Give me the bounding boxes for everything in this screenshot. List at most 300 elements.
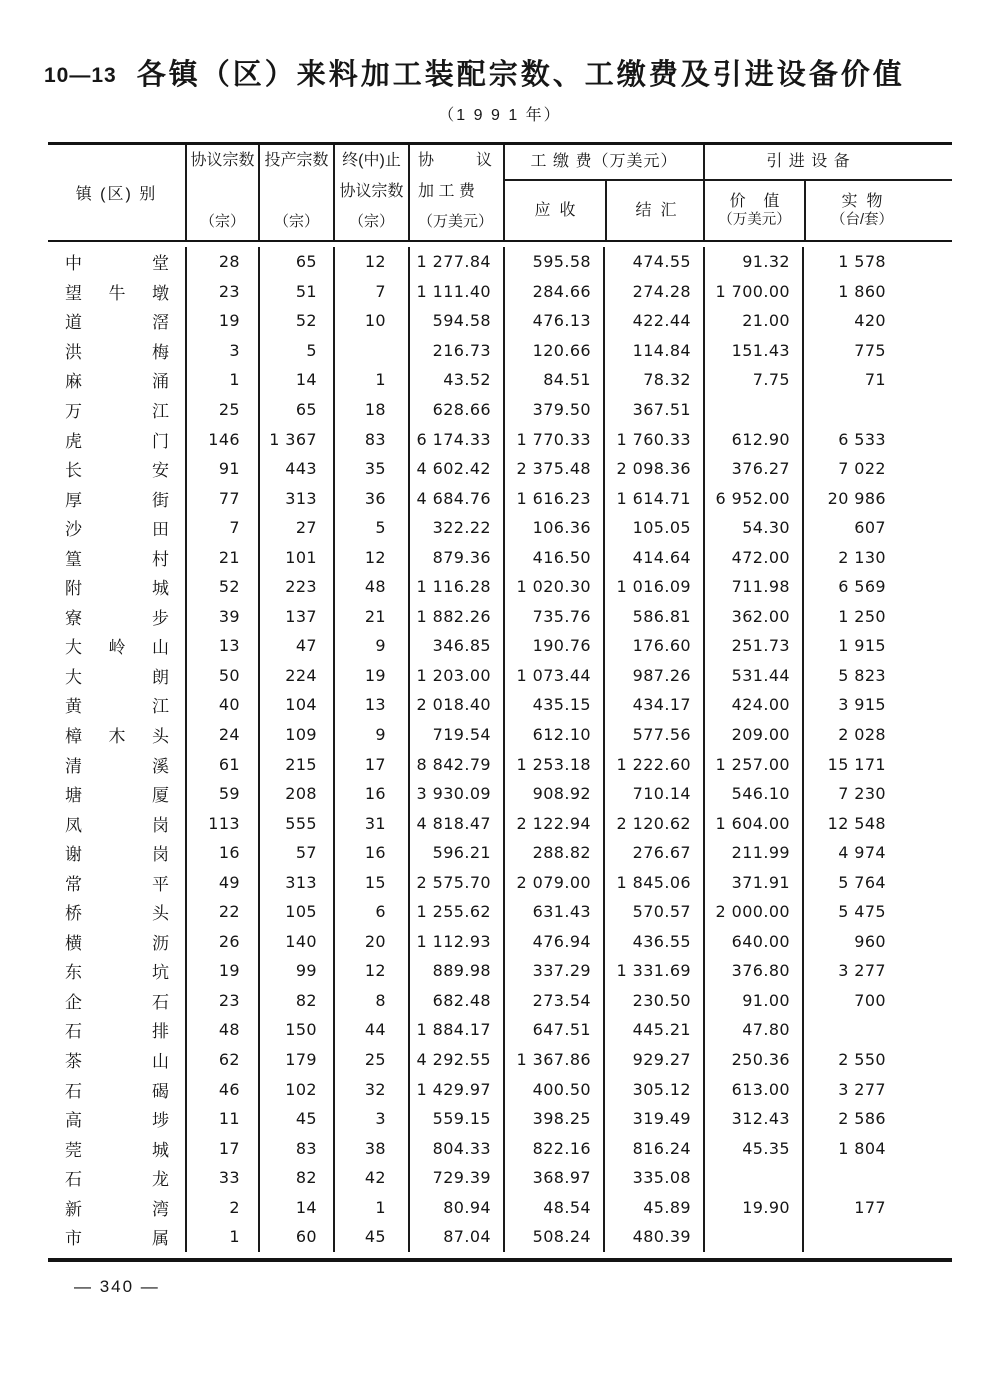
cell-receivable: 1 770.33 xyxy=(503,424,603,454)
cell-settled: 276.67 xyxy=(603,838,703,868)
cell-agreements: 26 xyxy=(185,927,258,957)
cell-terminated: 15 xyxy=(333,867,408,897)
cell-processing-fee: 346.85 xyxy=(408,631,503,661)
cell-agreements: 59 xyxy=(185,779,258,809)
cell-terminated: 45 xyxy=(333,1222,408,1252)
cell-town-name: 石 龙 xyxy=(65,1170,169,1190)
header-production: 投产宗数 （宗） xyxy=(258,145,333,240)
cell-agreements: 48 xyxy=(185,1015,258,1045)
cell-production: 1 367 xyxy=(258,424,333,454)
cell-receivable: 908.92 xyxy=(503,779,603,809)
cell-town-name: 谢 岗 xyxy=(65,845,169,865)
cell-equipment-value: 209.00 xyxy=(703,720,802,750)
cell-receivable: 2 375.48 xyxy=(503,454,603,484)
cell-processing-fee: 628.66 xyxy=(408,395,503,425)
cell-agreements: 19 xyxy=(185,956,258,986)
cell-agreements: 25 xyxy=(185,395,258,425)
cell-production: 443 xyxy=(258,454,333,484)
cell-equipment-units: 1 915 xyxy=(802,631,952,661)
cell-settled: 105.05 xyxy=(603,513,703,543)
cell-settled: 422.44 xyxy=(603,306,703,336)
cell-equipment-value: 47.80 xyxy=(703,1015,802,1045)
cell-receivable: 48.54 xyxy=(503,1193,603,1223)
cell-receivable: 120.66 xyxy=(503,336,603,366)
header-group-labor-fee xyxy=(503,145,703,240)
cell-production: 60 xyxy=(258,1222,333,1252)
cell-town-name: 寮 步 xyxy=(65,608,169,628)
cell-processing-fee: 3 930.09 xyxy=(408,779,503,809)
cell-settled: 2 098.36 xyxy=(603,454,703,484)
header-settled: 结 汇 xyxy=(605,181,705,240)
header-processing-fee: 协 议 加 工 费 （万美元） xyxy=(408,145,503,240)
cell-receivable: 822.16 xyxy=(503,1133,603,1163)
header-terminated: 终(中)止 协议宗数 （宗） xyxy=(333,145,408,240)
cell-town-name: 长 安 xyxy=(65,461,169,481)
cell-terminated: 35 xyxy=(333,454,408,484)
cell-equipment-value: 91.00 xyxy=(703,986,802,1016)
cell-equipment-units: 6 569 xyxy=(802,572,952,602)
cell-settled: 176.60 xyxy=(603,631,703,661)
cell-terminated: 44 xyxy=(333,1015,408,1045)
cell-terminated: 12 xyxy=(333,956,408,986)
cell-terminated: 1 xyxy=(333,365,408,395)
cell-equipment-units xyxy=(802,1222,952,1252)
cell-equipment-value: 6 952.00 xyxy=(703,483,802,513)
table-row xyxy=(48,306,952,336)
table-row xyxy=(48,808,952,838)
cell-equipment-value: 151.43 xyxy=(703,336,802,366)
cell-settled: 1 760.33 xyxy=(603,424,703,454)
cell-production: 104 xyxy=(258,690,333,720)
page-subtitle: （1 9 9 1 年） xyxy=(438,107,562,124)
cell-town-name: 桥 头 xyxy=(65,904,169,924)
cell-equipment-value: 376.80 xyxy=(703,956,802,986)
cell-town-name: 樟 木 头 xyxy=(65,727,169,747)
page-title: 各镇（区）来料加工装配宗数、工缴费及引进设备价值 xyxy=(136,59,905,91)
cell-production: 83 xyxy=(258,1133,333,1163)
cell-settled: 816.24 xyxy=(603,1133,703,1163)
title-line xyxy=(0,0,1000,93)
cell-equipment-value: 1 700.00 xyxy=(703,277,802,307)
cell-agreements: 52 xyxy=(185,572,258,602)
cell-town-name: 企 石 xyxy=(65,992,169,1012)
cell-receivable: 379.50 xyxy=(503,395,603,425)
cell-agreements: 49 xyxy=(185,867,258,897)
cell-town-name: 市 属 xyxy=(65,1229,169,1249)
cell-receivable: 2 122.94 xyxy=(503,808,603,838)
cell-terminated: 36 xyxy=(333,483,408,513)
cell-production: 45 xyxy=(258,1104,333,1134)
cell-terminated: 42 xyxy=(333,1163,408,1193)
cell-production: 208 xyxy=(258,779,333,809)
cell-town-name: 清 溪 xyxy=(65,756,169,776)
cell-terminated xyxy=(333,336,408,366)
cell-production: 14 xyxy=(258,1193,333,1223)
cell-terminated: 6 xyxy=(333,897,408,927)
cell-agreements: 113 xyxy=(185,808,258,838)
cell-terminated: 9 xyxy=(333,631,408,661)
cell-production: 105 xyxy=(258,897,333,927)
cell-receivable: 416.50 xyxy=(503,542,603,572)
cell-settled: 274.28 xyxy=(603,277,703,307)
cell-agreements: 19 xyxy=(185,306,258,336)
table-row xyxy=(48,838,952,868)
cell-processing-fee: 682.48 xyxy=(408,986,503,1016)
table-row xyxy=(48,867,952,897)
cell-receivable: 337.29 xyxy=(503,956,603,986)
cell-settled: 474.55 xyxy=(603,247,703,277)
cell-agreements: 28 xyxy=(185,247,258,277)
cell-town-name: 道 滘 xyxy=(65,313,169,333)
table-row xyxy=(48,897,952,927)
cell-terminated: 17 xyxy=(333,749,408,779)
cell-receivable: 595.58 xyxy=(503,247,603,277)
cell-equipment-value: 1 604.00 xyxy=(703,808,802,838)
table-row xyxy=(48,986,952,1016)
cell-settled: 114.84 xyxy=(603,336,703,366)
cell-town-name: 麻 涌 xyxy=(65,372,169,392)
cell-production: 52 xyxy=(258,306,333,336)
cell-settled: 710.14 xyxy=(603,779,703,809)
cell-processing-fee: 559.15 xyxy=(408,1104,503,1134)
cell-processing-fee: 1 116.28 xyxy=(408,572,503,602)
header-group-equipment xyxy=(703,145,952,240)
cell-processing-fee: 216.73 xyxy=(408,336,503,366)
table-row xyxy=(48,602,952,632)
cell-agreements: 91 xyxy=(185,454,258,484)
cell-equipment-value: 613.00 xyxy=(703,1074,802,1104)
cell-settled: 78.32 xyxy=(603,365,703,395)
table-row xyxy=(48,661,952,691)
cell-production: 224 xyxy=(258,661,333,691)
cell-receivable: 435.15 xyxy=(503,690,603,720)
cell-equipment-units: 12 548 xyxy=(802,808,952,838)
cell-equipment-units: 20 986 xyxy=(802,483,952,513)
cell-processing-fee: 2 575.70 xyxy=(408,867,503,897)
cell-production: 65 xyxy=(258,395,333,425)
cell-equipment-units: 2 550 xyxy=(802,1045,952,1075)
cell-production: 101 xyxy=(258,542,333,572)
cell-receivable: 476.94 xyxy=(503,927,603,957)
cell-town-name: 沙 田 xyxy=(65,520,169,540)
table-row xyxy=(48,631,952,661)
cell-equipment-value: 21.00 xyxy=(703,306,802,336)
cell-terminated: 19 xyxy=(333,661,408,691)
table-row xyxy=(48,365,952,395)
cell-processing-fee: 8 842.79 xyxy=(408,749,503,779)
cell-terminated: 8 xyxy=(333,986,408,1016)
cell-processing-fee: 6 174.33 xyxy=(408,424,503,454)
statistics-table xyxy=(48,142,952,1262)
cell-agreements: 7 xyxy=(185,513,258,543)
cell-equipment-units: 5 764 xyxy=(802,867,952,897)
cell-equipment-units: 3 277 xyxy=(802,1074,952,1104)
cell-equipment-value: 250.36 xyxy=(703,1045,802,1075)
cell-receivable: 1 616.23 xyxy=(503,483,603,513)
header-agreements: 协议宗数 （宗） xyxy=(185,145,258,240)
cell-processing-fee: 1 277.84 xyxy=(408,247,503,277)
cell-settled: 577.56 xyxy=(603,720,703,750)
table-number: 10—13 xyxy=(44,64,117,87)
cell-agreements: 61 xyxy=(185,749,258,779)
cell-settled: 1 016.09 xyxy=(603,572,703,602)
cell-town-name: 厚 街 xyxy=(65,490,169,510)
cell-receivable: 631.43 xyxy=(503,897,603,927)
cell-agreements: 1 xyxy=(185,1222,258,1252)
cell-processing-fee: 4 292.55 xyxy=(408,1045,503,1075)
cell-processing-fee: 2 018.40 xyxy=(408,690,503,720)
cell-processing-fee: 87.04 xyxy=(408,1222,503,1252)
table-row xyxy=(48,927,952,957)
cell-equipment-value: 54.30 xyxy=(703,513,802,543)
header-receivable: 应 收 xyxy=(534,202,576,219)
cell-agreements: 146 xyxy=(185,424,258,454)
table-row xyxy=(48,424,952,454)
cell-equipment-units: 177 xyxy=(802,1193,952,1223)
cell-equipment-units: 1 250 xyxy=(802,602,952,632)
cell-production: 27 xyxy=(258,513,333,543)
cell-agreements: 22 xyxy=(185,897,258,927)
table-row xyxy=(48,277,952,307)
cell-production: 102 xyxy=(258,1074,333,1104)
table-row xyxy=(48,779,952,809)
table-row xyxy=(48,513,952,543)
cell-town-name: 石 排 xyxy=(65,1022,169,1042)
cell-settled: 230.50 xyxy=(603,986,703,1016)
cell-town-name: 新 湾 xyxy=(65,1199,169,1219)
cell-terminated: 9 xyxy=(333,720,408,750)
cell-settled: 987.26 xyxy=(603,661,703,691)
cell-agreements: 23 xyxy=(185,277,258,307)
cell-processing-fee: 80.94 xyxy=(408,1193,503,1223)
cell-town-name: 塘 厦 xyxy=(65,786,169,806)
cell-town-name: 黄 江 xyxy=(65,697,169,717)
cell-settled: 445.21 xyxy=(603,1015,703,1045)
cell-town-name: 大 岭 山 xyxy=(65,638,169,658)
cell-production: 99 xyxy=(258,956,333,986)
cell-town-name: 凤 岗 xyxy=(65,815,169,835)
table-row xyxy=(48,1045,952,1075)
cell-receivable: 1 020.30 xyxy=(503,572,603,602)
cell-processing-fee: 1 112.93 xyxy=(408,927,503,957)
cell-agreements: 2 xyxy=(185,1193,258,1223)
header-equipment-label: 引 进 设 备 xyxy=(705,145,952,181)
cell-town-name: 常 平 xyxy=(65,874,169,894)
cell-equipment-units: 2 028 xyxy=(802,720,952,750)
cell-processing-fee: 4 818.47 xyxy=(408,808,503,838)
cell-terminated: 1 xyxy=(333,1193,408,1223)
cell-agreements: 24 xyxy=(185,720,258,750)
cell-equipment-units: 2 130 xyxy=(802,542,952,572)
cell-town-name: 大 朗 xyxy=(65,667,169,687)
table-row xyxy=(48,1222,952,1252)
cell-equipment-units: 607 xyxy=(802,513,952,543)
cell-equipment-value: 1 257.00 xyxy=(703,749,802,779)
cell-production: 137 xyxy=(258,602,333,632)
cell-equipment-units: 3 915 xyxy=(802,690,952,720)
cell-terminated: 13 xyxy=(333,690,408,720)
cell-equipment-units: 2 586 xyxy=(802,1104,952,1134)
cell-production: 150 xyxy=(258,1015,333,1045)
cell-equipment-value: 211.99 xyxy=(703,838,802,868)
cell-equipment-value: 7.75 xyxy=(703,365,802,395)
cell-equipment-value: 19.90 xyxy=(703,1193,802,1223)
table-row xyxy=(48,1193,952,1223)
cell-terminated: 12 xyxy=(333,542,408,572)
cell-settled: 1 845.06 xyxy=(603,867,703,897)
cell-production: 313 xyxy=(258,867,333,897)
cell-town-name: 横 沥 xyxy=(65,933,169,953)
cell-processing-fee: 719.54 xyxy=(408,720,503,750)
cell-agreements: 11 xyxy=(185,1104,258,1134)
cell-production: 82 xyxy=(258,986,333,1016)
header-equipment-units: 实 物 （台/套） xyxy=(804,181,954,240)
cell-processing-fee: 879.36 xyxy=(408,542,503,572)
cell-town-name: 洪 梅 xyxy=(65,342,169,362)
cell-production: 223 xyxy=(258,572,333,602)
cell-terminated: 21 xyxy=(333,602,408,632)
cell-receivable: 400.50 xyxy=(503,1074,603,1104)
cell-terminated: 16 xyxy=(333,779,408,809)
cell-receivable: 106.36 xyxy=(503,513,603,543)
cell-equipment-units: 420 xyxy=(802,306,952,336)
cell-receivable: 288.82 xyxy=(503,838,603,868)
cell-receivable: 190.76 xyxy=(503,631,603,661)
cell-town-name: 中 堂 xyxy=(65,254,169,274)
cell-receivable: 508.24 xyxy=(503,1222,603,1252)
cell-terminated: 3 xyxy=(333,1104,408,1134)
cell-processing-fee: 594.58 xyxy=(408,306,503,336)
cell-equipment-units xyxy=(802,1015,952,1045)
cell-settled: 367.51 xyxy=(603,395,703,425)
cell-receivable: 273.54 xyxy=(503,986,603,1016)
cell-town-name: 附 城 xyxy=(65,579,169,599)
cell-equipment-units: 1 578 xyxy=(802,247,952,277)
cell-equipment-value xyxy=(703,1222,802,1252)
cell-processing-fee: 596.21 xyxy=(408,838,503,868)
cell-terminated: 10 xyxy=(333,306,408,336)
cell-equipment-value: 362.00 xyxy=(703,602,802,632)
cell-settled: 586.81 xyxy=(603,602,703,632)
cell-receivable: 84.51 xyxy=(503,365,603,395)
cell-terminated: 38 xyxy=(333,1133,408,1163)
table-row xyxy=(48,572,952,602)
table-row xyxy=(48,1074,952,1104)
cell-receivable: 1 073.44 xyxy=(503,661,603,691)
cell-agreements: 46 xyxy=(185,1074,258,1104)
cell-terminated: 20 xyxy=(333,927,408,957)
cell-processing-fee: 1 203.00 xyxy=(408,661,503,691)
cell-processing-fee: 1 111.40 xyxy=(408,277,503,307)
cell-agreements: 40 xyxy=(185,690,258,720)
table-row xyxy=(48,720,952,750)
cell-processing-fee: 1 882.26 xyxy=(408,602,503,632)
cell-town-name: 莞 城 xyxy=(65,1140,169,1160)
cell-town-name: 虎 门 xyxy=(65,431,169,451)
cell-town-name: 高 埗 xyxy=(65,1111,169,1131)
cell-equipment-units: 7 022 xyxy=(802,454,952,484)
cell-equipment-units: 15 171 xyxy=(802,749,952,779)
cell-equipment-value xyxy=(703,395,802,425)
cell-terminated: 16 xyxy=(333,838,408,868)
cell-settled: 570.57 xyxy=(603,897,703,927)
cell-receivable: 368.97 xyxy=(503,1163,603,1193)
cell-agreements: 23 xyxy=(185,986,258,1016)
cell-processing-fee: 43.52 xyxy=(408,365,503,395)
table-row xyxy=(48,247,952,277)
cell-production: 82 xyxy=(258,1163,333,1193)
cell-equipment-units: 7 230 xyxy=(802,779,952,809)
header-labor-fee-label: 工 缴 费（万美元） xyxy=(505,145,703,181)
cell-settled: 436.55 xyxy=(603,927,703,957)
cell-town-name: 茶 山 xyxy=(65,1052,169,1072)
cell-production: 14 xyxy=(258,365,333,395)
cell-terminated: 7 xyxy=(333,277,408,307)
cell-agreements: 3 xyxy=(185,336,258,366)
cell-receivable: 647.51 xyxy=(503,1015,603,1045)
cell-equipment-value: 2 000.00 xyxy=(703,897,802,927)
cell-production: 313 xyxy=(258,483,333,513)
cell-agreements: 21 xyxy=(185,542,258,572)
cell-production: 51 xyxy=(258,277,333,307)
cell-town-name: 东 坑 xyxy=(65,963,169,983)
cell-town-name: 石 碣 xyxy=(65,1081,169,1101)
cell-equipment-value: 612.90 xyxy=(703,424,802,454)
cell-settled: 1 614.71 xyxy=(603,483,703,513)
cell-equipment-value: 312.43 xyxy=(703,1104,802,1134)
cell-agreements: 17 xyxy=(185,1133,258,1163)
cell-equipment-value xyxy=(703,1163,802,1193)
cell-settled: 1 331.69 xyxy=(603,956,703,986)
cell-processing-fee: 1 255.62 xyxy=(408,897,503,927)
cell-receivable: 1 253.18 xyxy=(503,749,603,779)
table-row xyxy=(48,956,952,986)
cell-terminated: 18 xyxy=(333,395,408,425)
table-body xyxy=(48,242,952,1258)
cell-agreements: 16 xyxy=(185,838,258,868)
cell-processing-fee: 4 684.76 xyxy=(408,483,503,513)
cell-receivable: 1 367.86 xyxy=(503,1045,603,1075)
header-town: 镇 (区) 别 xyxy=(75,186,158,203)
cell-equipment-units: 1 860 xyxy=(802,277,952,307)
cell-town-name: 篁 村 xyxy=(65,549,169,569)
table-row xyxy=(48,749,952,779)
cell-processing-fee: 322.22 xyxy=(408,513,503,543)
table-row xyxy=(48,1104,952,1134)
cell-terminated: 48 xyxy=(333,572,408,602)
table-row xyxy=(48,483,952,513)
cell-equipment-value: 251.73 xyxy=(703,631,802,661)
cell-settled: 1 222.60 xyxy=(603,749,703,779)
cell-equipment-units: 5 475 xyxy=(802,897,952,927)
cell-terminated: 83 xyxy=(333,424,408,454)
cell-receivable: 735.76 xyxy=(503,602,603,632)
cell-terminated: 12 xyxy=(333,247,408,277)
cell-processing-fee: 1 429.97 xyxy=(408,1074,503,1104)
cell-terminated: 25 xyxy=(333,1045,408,1075)
cell-equipment-value: 640.00 xyxy=(703,927,802,957)
cell-equipment-units xyxy=(802,1163,952,1193)
cell-terminated: 5 xyxy=(333,513,408,543)
cell-processing-fee: 1 884.17 xyxy=(408,1015,503,1045)
cell-equipment-value: 424.00 xyxy=(703,690,802,720)
table-row xyxy=(48,395,952,425)
cell-terminated: 32 xyxy=(333,1074,408,1104)
cell-production: 65 xyxy=(258,247,333,277)
cell-receivable: 612.10 xyxy=(503,720,603,750)
cell-agreements: 62 xyxy=(185,1045,258,1075)
cell-town-name: 望 牛 墩 xyxy=(65,283,169,303)
